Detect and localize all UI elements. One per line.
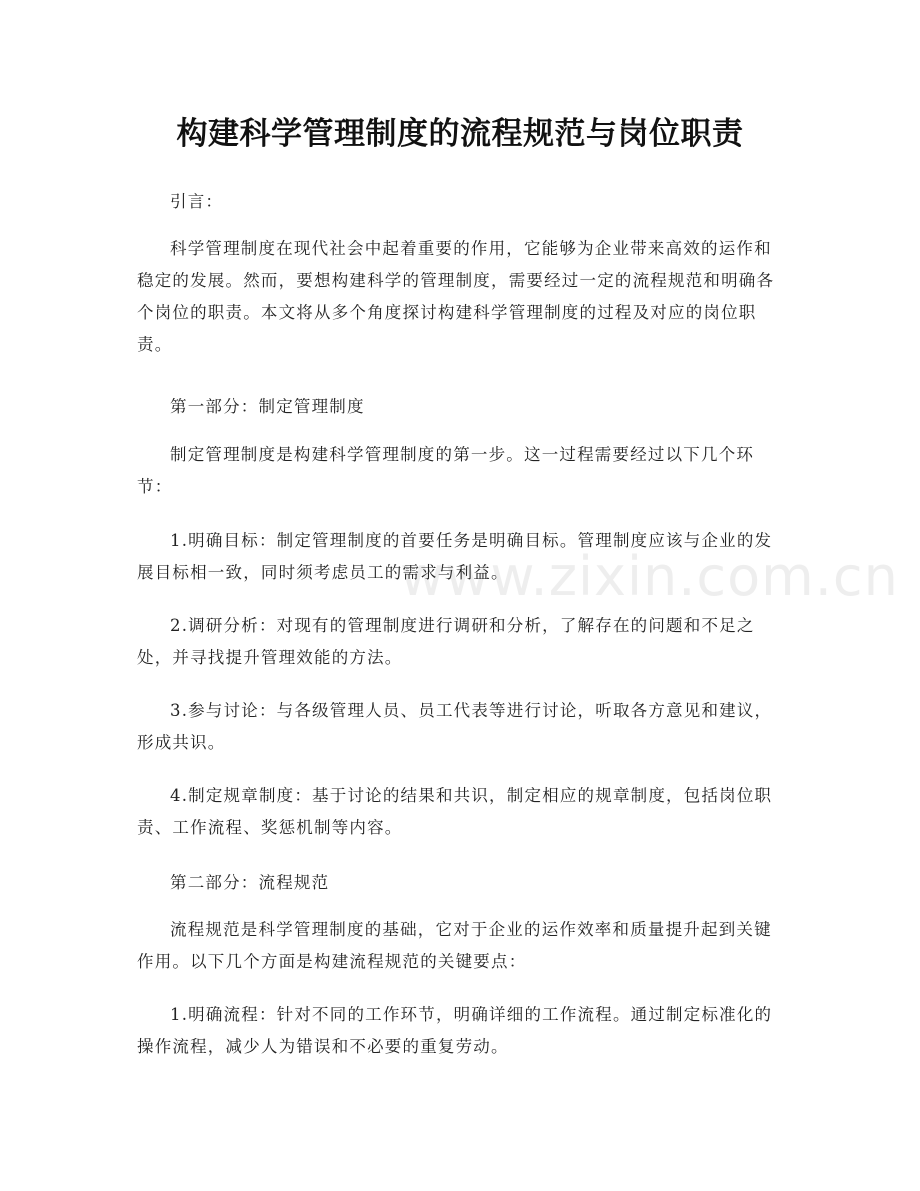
list-item-1-4: 4.制定规章制度：基于讨论的结果和共识，制定相应的规章制度，包括岗位职责、工作流程、奖惩机制等内容。 xyxy=(137,786,773,837)
list-item-1-2: 2.调研分析：对现有的管理制度进行调研和分析，了解存在的问题和不足之处，并寻找提升管理效能的方法。 xyxy=(137,616,755,667)
paragraph-intro-label: 引言： xyxy=(170,192,224,211)
paragraph-section-2: 流程规范是科学管理制度的基础，它对于企业的运作效率和质量提升起到关键作用。以下几个方面是构建流程规范的关键要点： xyxy=(137,920,772,971)
page-title: 构建科学管理制度的流程规范与岗位职责 xyxy=(176,116,744,152)
list-item-1-1: 1.明确目标：制定管理制度的首要任务是明确目标。管理制度应该与企业的发展目标相一致，同时须考虑员工的需求与利益。 xyxy=(137,531,773,582)
section-heading-2: 第二部分：流程规范 xyxy=(170,873,330,892)
watermark: www.zixin.com.cn xyxy=(400,545,899,608)
list-item-2-1: 1.明确流程：针对不同的工作环节，明确详细的工作流程。通过制定标准化的操作流程，减少人为错误和不必要的重复劳动。 xyxy=(137,1005,773,1056)
paragraph-section-1: 制定管理制度是构建科学管理制度的第一步。这一过程需要经过以下几个环节： xyxy=(137,445,755,496)
paragraph-intro: 科学管理制度在现代社会中起着重要的作用，它能够为企业带来高效的运作和稳定的发展。然而，要想构建科学的管理制度，需要经过一定的流程规范和明确各个岗位的职责。本文将从多个角度探讨构建科学管理制度的过程及对应的岗位职责。 xyxy=(137,239,775,354)
section-heading-1: 第一部分：制定管理制度 xyxy=(170,397,365,416)
list-item-1-3: 3.参与讨论：与各级管理人员、员工代表等进行讨论，听取各方意见和建议，形成共识。 xyxy=(137,701,773,752)
